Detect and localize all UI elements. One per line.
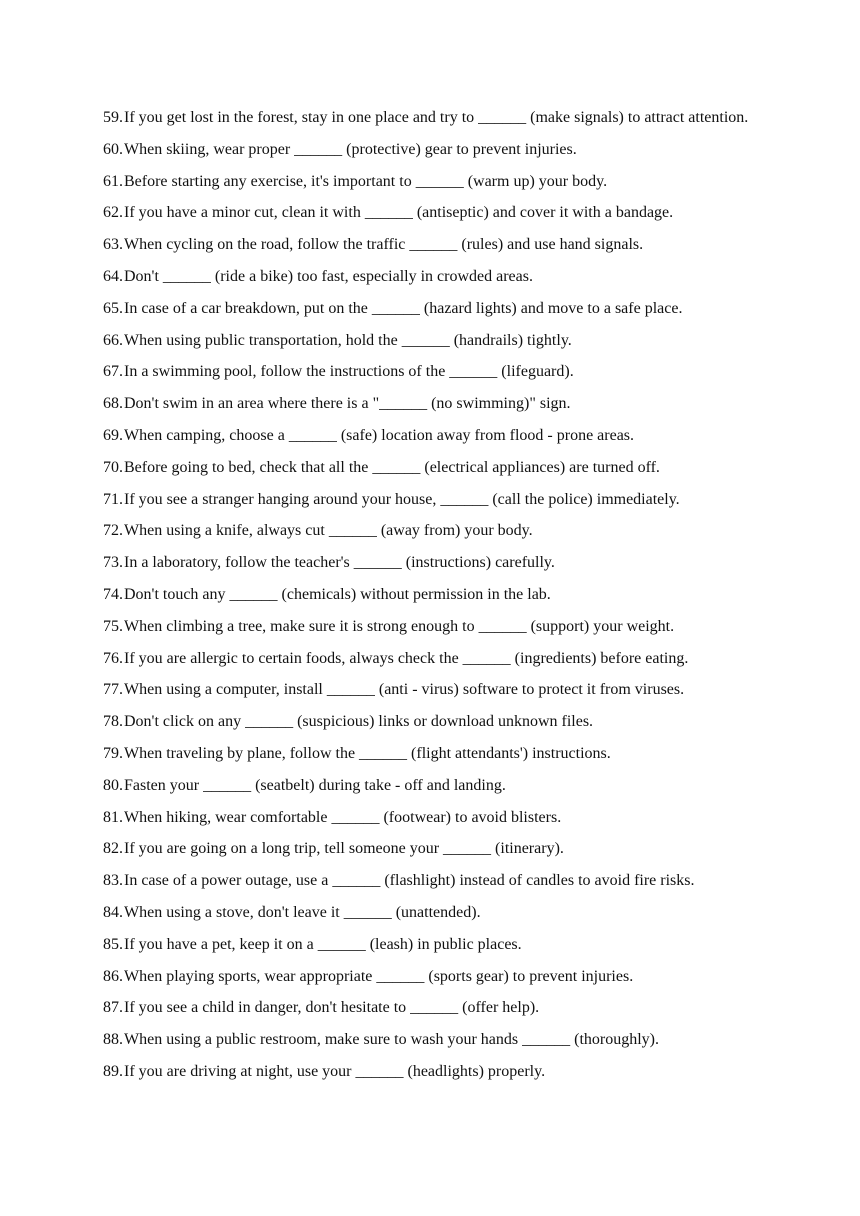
list-item bbox=[103, 647, 753, 670]
item-text: In a laboratory, follow the teacher's ______ (instructions) carefully. bbox=[124, 554, 555, 572]
list-item bbox=[103, 551, 753, 574]
list-item bbox=[103, 392, 753, 415]
item-number: 78. bbox=[103, 713, 123, 731]
item-number: 82. bbox=[103, 840, 123, 858]
list-item bbox=[103, 901, 753, 924]
list-item bbox=[103, 201, 753, 224]
item-text: When traveling by plane, follow the ______ (flight attendants') instructions. bbox=[124, 744, 611, 762]
list-item bbox=[103, 806, 753, 829]
list-item bbox=[103, 742, 753, 765]
list-item bbox=[103, 360, 753, 383]
item-number: 89. bbox=[103, 1062, 123, 1080]
item-text: Before starting any exercise, it's important to ______ (warm up) your body. bbox=[124, 172, 608, 190]
list-item bbox=[103, 774, 753, 797]
list-item bbox=[103, 297, 753, 320]
item-number: 59. bbox=[103, 109, 123, 126]
list-item bbox=[103, 615, 753, 638]
item-text: When hiking, wear comfortable ______ (footwear) to avoid blisters. bbox=[124, 808, 562, 826]
list-item bbox=[103, 488, 753, 511]
item-text: Don't click on any ______ (suspicious) links or download unknown files. bbox=[124, 713, 594, 731]
list-item bbox=[103, 265, 753, 288]
list-item bbox=[103, 519, 753, 542]
item-text: Fasten your ______ (seatbelt) during take - off and landing. bbox=[124, 776, 506, 794]
list-item bbox=[103, 710, 753, 733]
item-number: 81. bbox=[103, 808, 123, 826]
item-text: When playing sports, wear appropriate ______ (sports gear) to prevent injuries. bbox=[124, 967, 634, 985]
list-item bbox=[103, 456, 753, 479]
list-item bbox=[103, 1060, 753, 1083]
list-item bbox=[103, 869, 753, 892]
item-text: When using a knife, always cut ______ (away from) your body. bbox=[124, 522, 533, 540]
item-number: 83. bbox=[103, 872, 123, 890]
item-text: In case of a power outage, use a ______ (flashlight) instead of candles to avoid fire risks. bbox=[124, 872, 695, 890]
item-number: 71. bbox=[103, 490, 123, 508]
item-text: When skiing, wear proper ______ (protective) gear to prevent injuries. bbox=[124, 140, 577, 158]
list-item bbox=[103, 933, 753, 956]
item-number: 73. bbox=[103, 554, 123, 572]
list-item bbox=[103, 678, 753, 701]
list-item bbox=[103, 106, 753, 129]
list-item bbox=[103, 138, 753, 161]
item-text: Don't swim in an area where there is a "______ (no swimming)" sign. bbox=[124, 395, 571, 413]
list-item bbox=[103, 233, 753, 256]
item-number: 80. bbox=[103, 776, 123, 794]
item-text: If you get lost in the forest, stay in one place and try to ______ (make signals) to attract attention. bbox=[124, 109, 749, 126]
list-item bbox=[103, 583, 753, 606]
item-number: 76. bbox=[103, 649, 123, 667]
item-number: 86. bbox=[103, 967, 123, 985]
item-text: In a swimming pool, follow the instructions of the ______ (lifeguard). bbox=[124, 363, 574, 381]
item-number: 67. bbox=[103, 363, 123, 381]
item-number: 79. bbox=[103, 744, 123, 762]
item-number: 68. bbox=[103, 395, 123, 413]
list-item bbox=[103, 837, 753, 860]
item-text: Before going to bed, check that all the ______ (electrical appliances) are turned off. bbox=[124, 458, 660, 476]
item-text: If you have a minor cut, clean it with ______ (antiseptic) and cover it with a bandage. bbox=[124, 204, 674, 222]
item-text: If you are allergic to certain foods, always check the ______ (ingredients) before eating. bbox=[124, 649, 689, 667]
item-text: If you see a child in danger, don't hesitate to ______ (offer help). bbox=[124, 999, 540, 1017]
item-number: 87. bbox=[103, 999, 123, 1017]
item-text: Don't ______ (ride a bike) too fast, especially in crowded areas. bbox=[124, 267, 533, 285]
exercise-list bbox=[103, 106, 753, 1092]
item-number: 61. bbox=[103, 172, 123, 190]
item-number: 84. bbox=[103, 903, 123, 921]
item-number: 64. bbox=[103, 267, 123, 285]
item-text: If you are driving at night, use your ______ (headlights) properly. bbox=[124, 1062, 546, 1080]
item-number: 62. bbox=[103, 204, 123, 222]
item-text: When cycling on the road, follow the traffic ______ (rules) and use hand signals. bbox=[124, 236, 644, 254]
item-number: 66. bbox=[103, 331, 123, 349]
list-item bbox=[103, 424, 753, 447]
item-number: 85. bbox=[103, 935, 123, 953]
list-item bbox=[103, 329, 753, 352]
item-number: 74. bbox=[103, 585, 123, 603]
item-text: In case of a car breakdown, put on the ______ (hazard lights) and move to a safe place. bbox=[124, 299, 683, 317]
item-number: 88. bbox=[103, 1031, 123, 1049]
list-item bbox=[103, 170, 753, 193]
list-item bbox=[103, 1028, 753, 1051]
item-text: If you are going on a long trip, tell someone your ______ (itinerary). bbox=[124, 840, 564, 858]
item-number: 69. bbox=[103, 426, 123, 444]
item-text: When using public transportation, hold the ______ (handrails) tightly. bbox=[124, 331, 572, 349]
item-text: When using a public restroom, make sure to wash your hands ______ (thoroughly). bbox=[124, 1031, 660, 1049]
item-number: 70. bbox=[103, 458, 123, 476]
item-number: 60. bbox=[103, 140, 123, 158]
list-item bbox=[103, 965, 753, 988]
item-text: When climbing a tree, make sure it is strong enough to ______ (support) your weight. bbox=[124, 617, 675, 635]
item-text: If you have a pet, keep it on a ______ (leash) in public places. bbox=[124, 935, 522, 953]
item-text: When using a computer, install ______ (anti - virus) software to protect it from viruses. bbox=[124, 681, 685, 699]
item-text: Don't touch any ______ (chemicals) without permission in the lab. bbox=[124, 585, 551, 603]
item-text: If you see a stranger hanging around your house, ______ (call the police) immediately. bbox=[124, 490, 680, 508]
item-number: 72. bbox=[103, 522, 123, 540]
item-number: 65. bbox=[103, 299, 123, 317]
item-text: When using a stove, don't leave it ______ (unattended). bbox=[124, 903, 481, 921]
item-number: 75. bbox=[103, 617, 123, 635]
item-number: 63. bbox=[103, 236, 123, 254]
list-item bbox=[103, 996, 753, 1019]
item-text: When camping, choose a ______ (safe) location away from flood - prone areas. bbox=[124, 426, 635, 444]
item-number: 77. bbox=[103, 681, 123, 699]
